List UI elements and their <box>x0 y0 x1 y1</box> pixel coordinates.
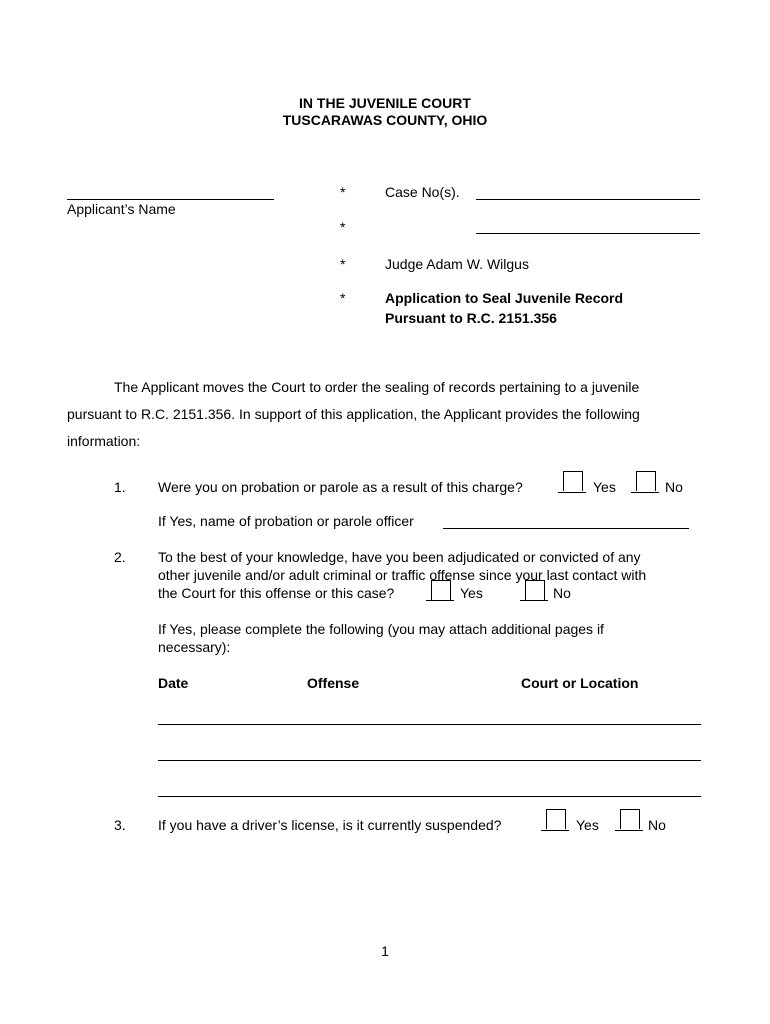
case-number-line-2[interactable] <box>476 233 700 234</box>
q1-yes-underline <box>558 492 586 493</box>
q3-text: If you have a driver’s license, is it currently suspended? <box>158 817 502 833</box>
q1-followup-label: If Yes, name of probation or parole officer <box>158 513 414 529</box>
q1-no-label: No <box>665 479 683 495</box>
q2-yes-underline <box>426 600 454 601</box>
intro-line-3: information: <box>67 433 141 449</box>
caption-asterisk: * <box>340 184 346 200</box>
q1-text: Were you on probation or parole as a result of this charge? <box>158 479 523 495</box>
offense-entry-line[interactable] <box>158 760 701 761</box>
q3-yes-checkbox[interactable] <box>546 809 566 829</box>
application-statute: Pursuant to R.C. 2151.356 <box>385 310 557 326</box>
q1-no-underline <box>631 492 659 493</box>
application-title: Application to Seal Juvenile Record <box>385 290 624 306</box>
caption-asterisk: * <box>340 256 346 272</box>
q2-line-3: the Court for this offense or this case? <box>158 585 395 601</box>
q2-yes-checkbox[interactable] <box>431 580 451 600</box>
q3-no-checkbox[interactable] <box>620 809 640 829</box>
offense-entry-line[interactable] <box>158 724 701 725</box>
probation-officer-line[interactable] <box>443 528 689 529</box>
q2-no-checkbox[interactable] <box>525 580 545 600</box>
column-header-court: Court or Location <box>521 675 639 691</box>
q2-no-underline <box>520 600 548 601</box>
case-number-label: Case No(s). <box>385 184 460 200</box>
caption-asterisk: * <box>340 219 346 235</box>
court-name: IN THE JUVENILE COURT <box>299 95 471 111</box>
county-name: TUSCARAWAS COUNTY, OHIO <box>282 112 488 128</box>
q3-no-label: No <box>648 817 666 833</box>
q2-followup-line-1: If Yes, please complete the following (you may attach additional pages if <box>158 621 604 637</box>
intro-line-1: The Applicant moves the Court to order the sealing of records pertaining to a juvenile <box>114 379 640 395</box>
q2-number: 2. <box>114 549 126 565</box>
q1-number: 1. <box>114 479 126 495</box>
applicant-name-line[interactable] <box>67 199 274 200</box>
q2-yes-label: Yes <box>460 585 483 601</box>
q3-number: 3. <box>114 817 126 833</box>
column-header-date: Date <box>158 675 189 691</box>
intro-line-2: pursuant to R.C. 2151.356. In support of this application, the Applicant provides the following <box>67 406 640 422</box>
q3-no-underline <box>615 830 643 831</box>
q3-yes-underline <box>541 830 569 831</box>
q2-line-1: To the best of your knowledge, have you been adjudicated or convicted of any <box>158 549 641 565</box>
q1-no-checkbox[interactable] <box>636 471 656 491</box>
q2-line-2: other juvenile and/or adult criminal or traffic offense since your last contact with <box>158 567 647 583</box>
offense-entry-line[interactable] <box>158 796 701 797</box>
q1-yes-label: Yes <box>593 479 616 495</box>
page-number: 1 <box>381 943 389 959</box>
judge-name: Judge Adam W. Wilgus <box>385 256 529 272</box>
q1-yes-checkbox[interactable] <box>563 471 583 491</box>
applicant-name-label: Applicant’s Name <box>67 201 176 217</box>
q2-no-label: No <box>553 585 571 601</box>
q2-followup-line-2: necessary): <box>158 639 231 655</box>
case-number-line[interactable] <box>476 199 700 200</box>
q3-yes-label: Yes <box>576 817 599 833</box>
column-header-offense: Offense <box>307 675 360 691</box>
caption-asterisk: * <box>340 290 346 306</box>
